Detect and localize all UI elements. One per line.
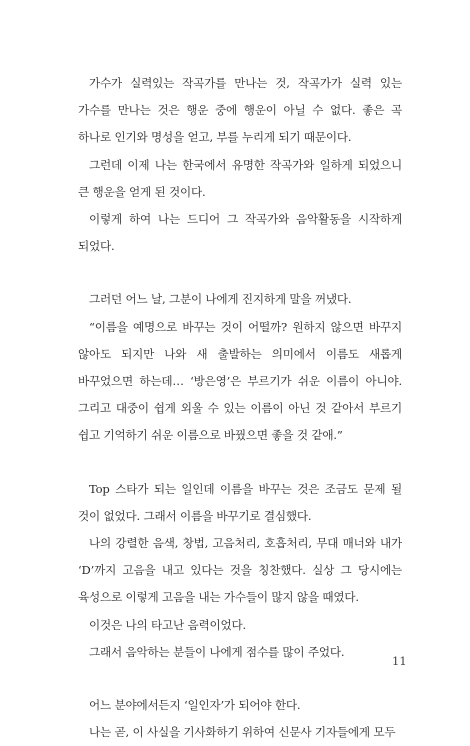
paragraph: 이것은 나의 타고난 음력이었다. (89, 617, 246, 632)
paragraph: 그래서 음악하는 분들이 나에게 점수를 많이 주었다. (89, 644, 345, 659)
paragraph: 나는 곧, 이 사실을 기사화하기 위하여 신문사 기자들에게 모두 (89, 725, 396, 740)
paragraph: 그러던 어느 날, 그분이 나에게 진지하게 말을 꺼냈다. (89, 292, 352, 307)
paragraph: 어느 분야에서든지 ‘일인자’가 되어야 한다. (89, 698, 301, 713)
page-number: 11 (392, 654, 407, 668)
paragraph: Top 스타가 되는 일인데 이름을 바꾸는 것은 조금도 문제 될 것이 없었다. 그래서 이름을 바꾸기로 결심했다. (78, 481, 402, 523)
body-text (78, 70, 402, 746)
paragraph: “이름을 예명으로 바꾸는 것이 어떨까? 원하지 않으면 바꾸지 않아도 되지만 나와 새 출발하는 의미에서 이름도 새롭게 바꾸었으면 하는데… ‘방은영’은 부르기가 쉬운 이름이 아니야. 그리고 대중이 쉽게 외울 수 있는 이름이 아닌 것 같아서 부르기 쉽고 기억하기 쉬운 이름으로 바꿨으면 좋을 것 같애.” (78, 319, 402, 443)
paragraph: 나의 강렬한 음색, 창법, 고음처리, 호흡처리, 무대 매너와 내가 ‘D’까지 고음을 내고 있다는 것을 칭찬했다. 실상 그 당시에는 육성으로 이렇게 고음을 내는 가수들이 많지 않을 때였다. (78, 536, 402, 605)
paragraph: 이렇게 하여 나는 드디어 그 작곡가와 음악활동을 시작하게 되었다. (78, 212, 402, 254)
paragraph: 가수가 실력있는 작곡가를 만나는 것, 작곡가가 실력 있는 가수를 만나는 것은 행운 중에 행운이 아닐 수 없다. 좋은 곡 하나로 인기와 명성을 얻고, 부를 누리게 되기 때문이다. (78, 76, 402, 145)
paragraph: 그런데 이제 나는 한국에서 유명한 작곡가와 일하게 되었으니 큰 행운을 얻게 된 것이다. (78, 157, 402, 199)
